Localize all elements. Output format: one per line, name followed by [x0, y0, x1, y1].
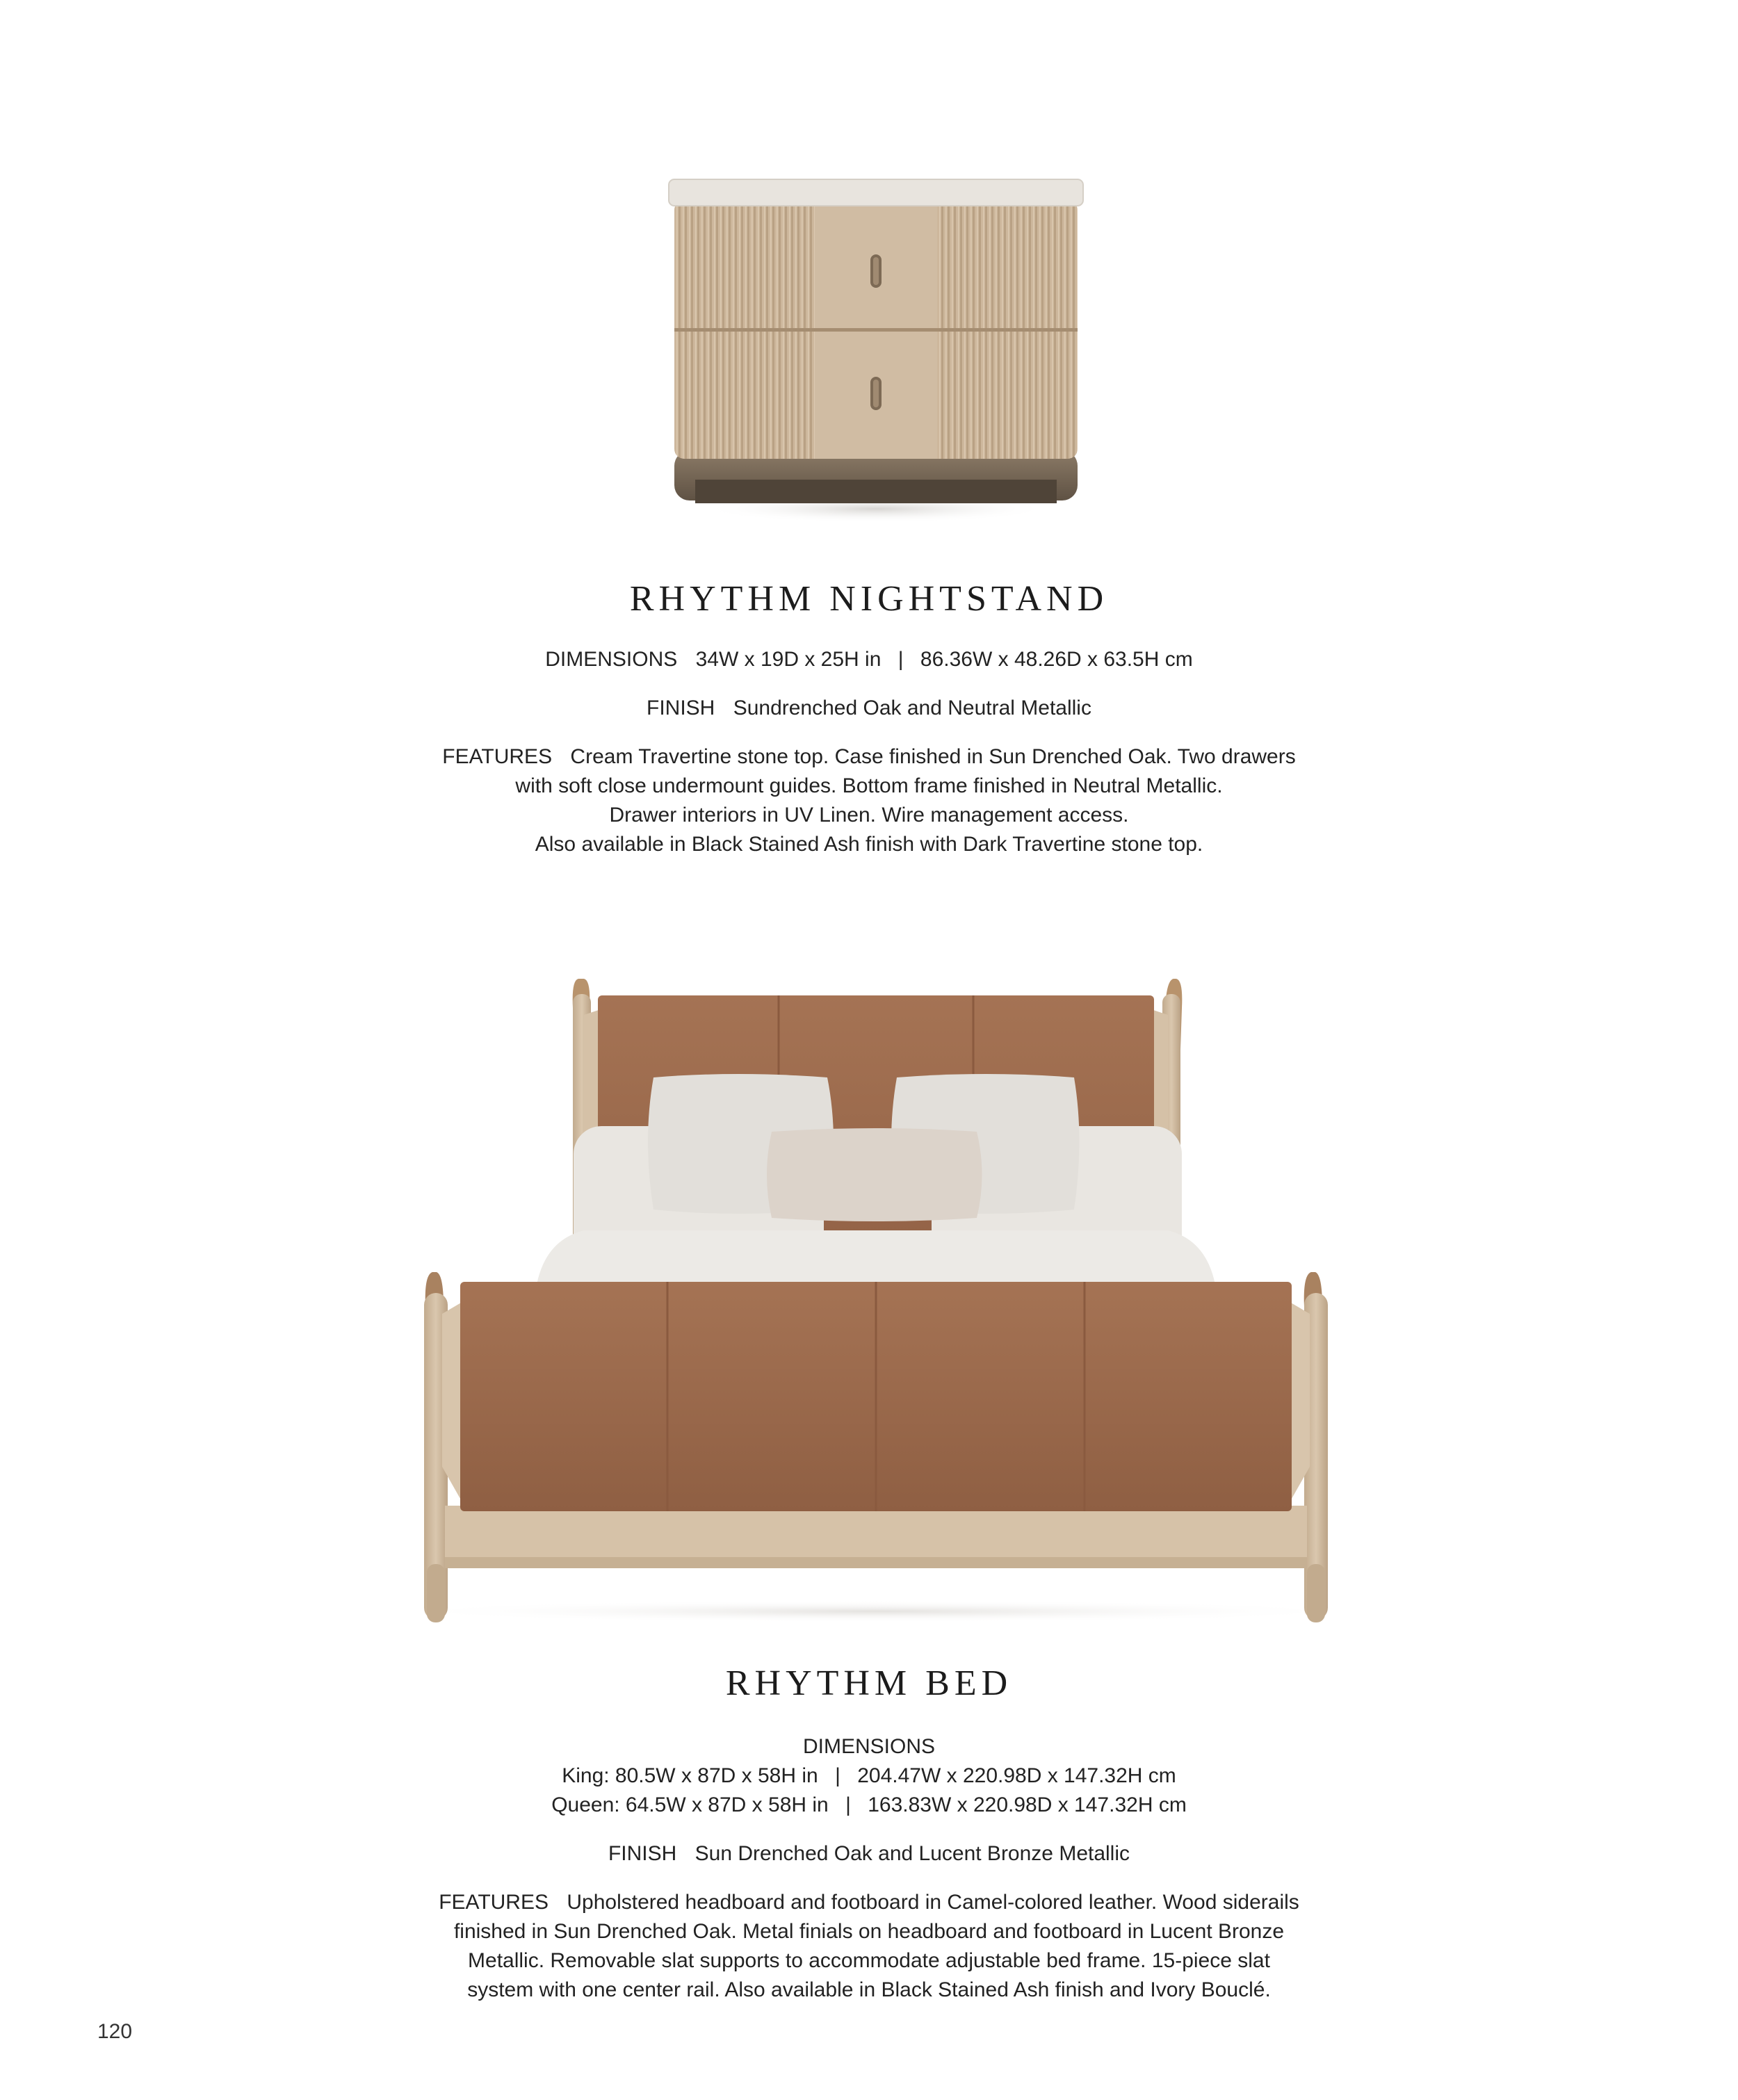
dimensions-inches: 34W x 19D x 25H in — [695, 648, 882, 671]
bed-features-line: finished in Sun Drenched Oak. Metal finials on headboard and footboard in Lucent Bronze — [453, 1920, 1285, 1943]
features-text: Upholstered headboard and footboard in Camel-colored leather. Wood siderails — [567, 1891, 1299, 1914]
nightstand-features-line: with soft close undermount guides. Bottom frame finished in Neutral Metallic. — [515, 774, 1223, 797]
queen-inches: Queen: 64.5W x 87D x 58H in — [551, 1793, 829, 1816]
drawer-handle-icon — [870, 254, 882, 288]
nightstand-features-line — [0, 742, 1738, 772]
finish-label: FINISH — [608, 1842, 677, 1865]
nightstand-dimensions — [0, 645, 1738, 674]
king-inches: King: 80.5W x 87D x 58H in — [562, 1764, 818, 1787]
nightstand-stone-top — [669, 179, 1083, 206]
separator: | — [845, 1793, 851, 1816]
nightstand-features-line: Drawer interiors in UV Linen. Wire management access. — [609, 804, 1129, 827]
separator: | — [898, 648, 904, 671]
finish-value: Sun Drenched Oak and Lucent Bronze Metallic — [695, 1842, 1130, 1865]
dimensions-label: DIMENSIONS — [545, 648, 678, 671]
bed-dimensions-king — [0, 1761, 1738, 1791]
dimensions-cm: 86.36W x 48.26D x 63.5H cm — [920, 648, 1193, 671]
drawer-handle-icon — [870, 377, 882, 410]
nightstand-features-line: Also available in Black Stained Ash finish with Dark Travertine stone top. — [535, 833, 1203, 856]
bed-shadow — [389, 1600, 1363, 1622]
features-text: Cream Travertine stone top. Case finished in Sun Drenched Oak. Two drawers — [570, 745, 1296, 768]
features-label: FEATURES — [439, 1891, 549, 1914]
bed-dimensions-label: DIMENSIONS — [802, 1735, 936, 1758]
page-number: 120 — [97, 2020, 133, 2043]
bed-features-line — [0, 1888, 1738, 1917]
bed-dimensions-queen — [0, 1791, 1738, 1820]
separator: | — [835, 1764, 840, 1787]
nightstand-finish — [0, 694, 1738, 723]
finish-value: Sundrenched Oak and Neutral Metallic — [733, 697, 1091, 719]
bed-features-line: system with one center rail. Also available in Black Stained Ash finish and Ivory Bouclé. — [467, 1978, 1271, 2001]
bed-image — [375, 966, 1376, 1627]
nightstand-image — [653, 174, 1098, 535]
footboard — [424, 1272, 1328, 1622]
bed-title: RHYTHM BED — [725, 1663, 1013, 1703]
bed-finish — [0, 1839, 1738, 1869]
features-label: FEATURES — [442, 745, 553, 768]
nightstand-title: RHYTHM NIGHTSTAND — [629, 579, 1109, 619]
bed-features-line: Metallic. Removable slat supports to accommodate adjustable bed frame. 15-piece slat — [468, 1949, 1270, 1972]
finish-label: FINISH — [647, 697, 715, 719]
queen-cm: 163.83W x 220.98D x 147.32H cm — [868, 1793, 1187, 1816]
king-cm: 204.47W x 220.98D x 147.32H cm — [857, 1764, 1176, 1787]
